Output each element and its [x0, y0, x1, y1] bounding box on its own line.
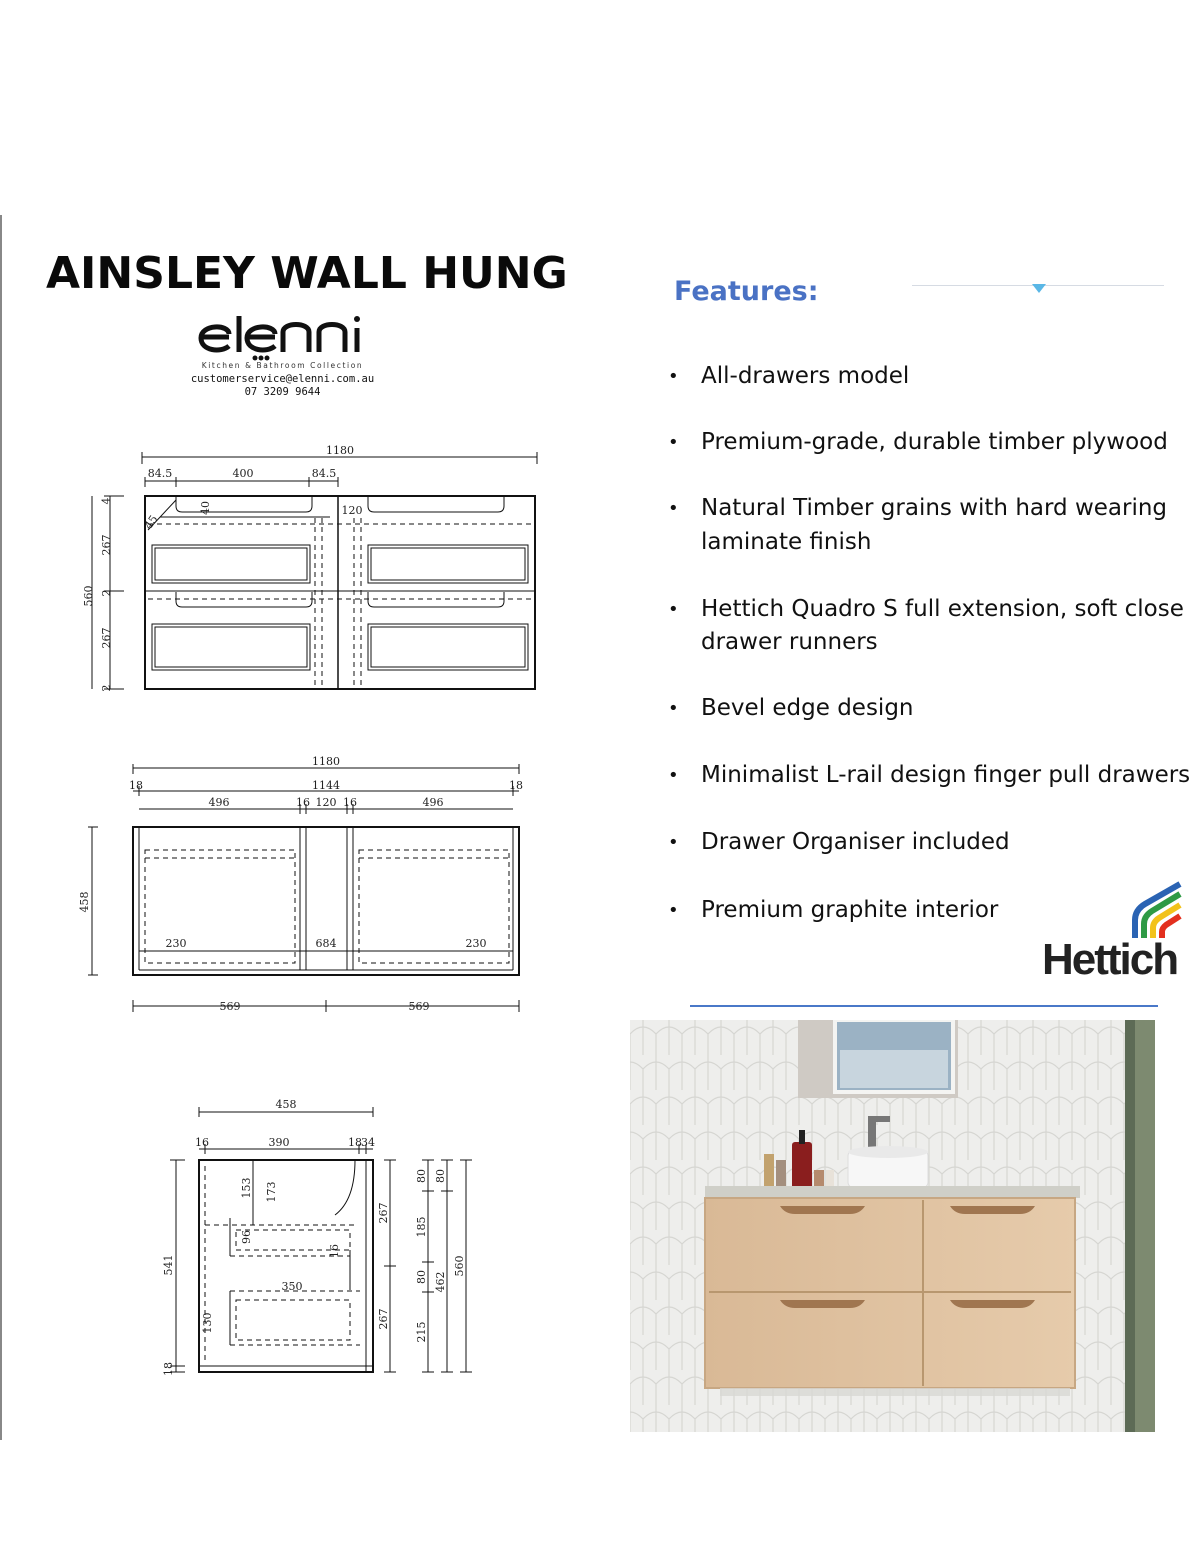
dim-side-18: 18: [162, 1362, 175, 1376]
dim-side-541: 541: [162, 1254, 175, 1276]
feature-text: All-drawers model: [701, 363, 910, 389]
feature-text: drawer runners: [701, 629, 878, 655]
dim-front-right-offset: 84.5: [311, 467, 337, 480]
dim-side-185: 185: [415, 1216, 428, 1238]
dim-side-front: 16: [195, 1136, 209, 1149]
dim-side-215: 215: [415, 1321, 428, 1343]
product-title: AINSLEY WALL HUNG: [46, 248, 568, 299]
feature-text: Natural Timber grains with hard wearing: [701, 495, 1168, 521]
triangle-marker-icon: [1032, 284, 1046, 293]
dim-front-top-gap: 4: [100, 497, 113, 505]
contact-phone: 07 3209 9644: [244, 386, 321, 398]
product-photo: [630, 1020, 1155, 1432]
dim-side-130: 130: [201, 1312, 214, 1334]
dim-front-upper: 267: [100, 534, 113, 556]
contact-email: customerservice@elenni.com.au: [190, 373, 375, 385]
elenni-logo: [195, 306, 365, 366]
section-divider: [690, 1005, 1158, 1007]
dim-side-back-b: 34: [361, 1136, 375, 1149]
dim-top-centre: 684: [315, 937, 337, 950]
dim-front-left-offset: 84.5: [147, 467, 173, 480]
dim-top-div-right: 16: [343, 796, 357, 809]
feature-text: Premium graphite interior: [701, 897, 999, 923]
dim-top-side-right: 18: [509, 779, 523, 792]
dim-side-350: 350: [281, 1280, 303, 1293]
front-elevation-drawing: [80, 440, 550, 700]
features-heading: Features:: [674, 276, 819, 307]
hettich-wordmark: Hettich: [1042, 935, 1178, 980]
page-border: [0, 215, 2, 1440]
dim-side-560: 560: [453, 1255, 466, 1277]
dim-side-front-upper: 267: [377, 1202, 390, 1224]
dim-top-div-left: 16: [296, 796, 310, 809]
dim-top-inner: 1144: [312, 779, 340, 792]
dim-front-mid-gap: 2: [100, 589, 113, 597]
dim-front-chamfer: 45: [141, 512, 161, 532]
dim-front-handle-depth: 40: [199, 501, 212, 515]
contact-block: [180, 373, 385, 399]
dim-side-outer-80: 80: [434, 1169, 447, 1183]
dim-top-right-bay: 496: [422, 796, 444, 809]
dim-side-depth: 458: [275, 1098, 297, 1111]
dim-front-handle: 400: [232, 467, 254, 480]
dim-front-lower: 267: [100, 627, 113, 649]
feature-text: Premium-grade, durable timber plywood: [701, 429, 1168, 455]
side-section-drawing: [150, 1095, 480, 1380]
dim-top-left-basin: 230: [165, 937, 187, 950]
feature-text: Bevel edge design: [701, 695, 914, 721]
dim-front-height: 560: [82, 585, 95, 607]
dim-front-width: 1180: [326, 444, 354, 457]
feature-text: laminate finish: [701, 529, 872, 555]
top-plan-drawing: [75, 755, 555, 1020]
feature-text: Drawer Organiser included: [701, 829, 1010, 855]
dim-side-16: 16: [328, 1244, 341, 1258]
dim-front-divider: 120: [341, 504, 363, 517]
dim-side-front-lower: 267: [377, 1308, 390, 1330]
dim-side-96: 96: [240, 1230, 253, 1244]
dim-side-back-a: 18: [348, 1136, 362, 1149]
dim-top-divider: 120: [315, 796, 337, 809]
dim-top-depth: 458: [78, 891, 91, 913]
dim-top-right-basin: 230: [465, 937, 487, 950]
dim-side-462: 462: [434, 1271, 447, 1293]
dim-side-153: 153: [240, 1177, 253, 1199]
feature-text: Hettich Quadro S full extension, soft close: [701, 596, 1184, 622]
dim-side-80a: 80: [415, 1169, 428, 1183]
dim-top-side-left: 18: [129, 779, 143, 792]
dim-side-inner: 390: [268, 1136, 290, 1149]
dim-top-width: 1180: [312, 755, 340, 768]
dim-top-left-bay: 496: [208, 796, 230, 809]
dim-side-173: 173: [265, 1181, 278, 1203]
brand-tagline: Kitchen & Bathroom Collection: [201, 361, 364, 370]
dim-front-bottom-gap: 2: [100, 684, 113, 692]
dim-side-80b: 80: [415, 1270, 428, 1284]
dim-top-right-half: 569: [408, 1000, 430, 1013]
hettich-logo: [1040, 880, 1190, 980]
dim-top-left-half: 569: [219, 1000, 241, 1013]
feature-text: Minimalist L-rail design finger pull drawers: [701, 762, 1191, 788]
